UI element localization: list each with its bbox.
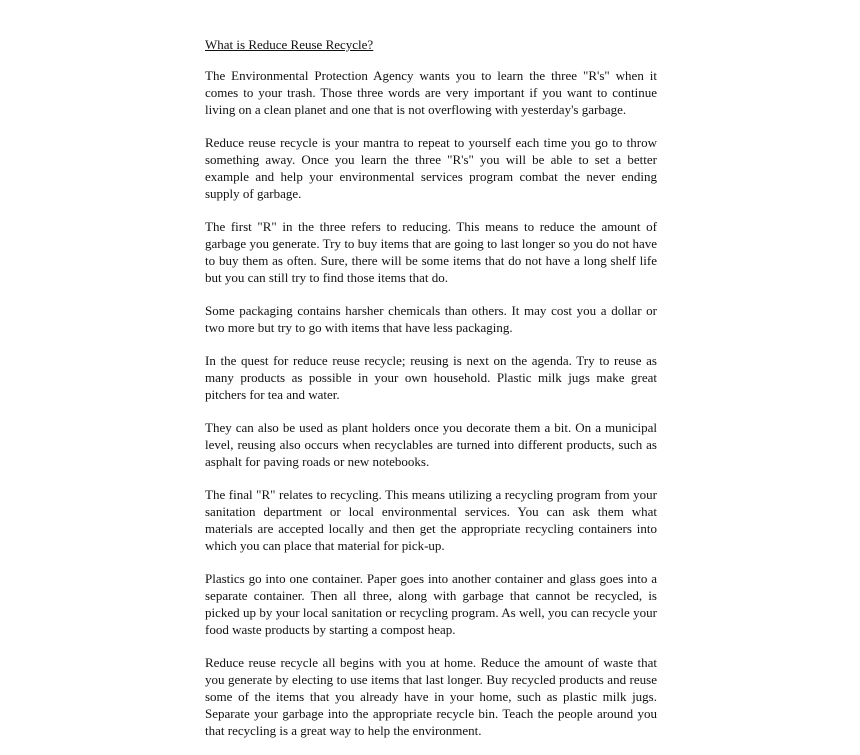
paragraph: Reduce reuse recycle is your mantra to repeat to yourself each time you go to throw something away. Once you learn the three "R's" you will be able to set a better example and help your environmental services program combat the never ending supply of garbage. [205, 135, 657, 201]
paragraph: They can also be used as plant holders once you decorate them a bit. On a municipal level, reusing also occurs when recyclables are turned into different products, such as asphalt for paving roads or new notebooks. [205, 420, 657, 469]
paragraph: The Environmental Protection Agency wants you to learn the three "R's" when it comes to your trash. Those three words are very important if you want to continue living on a clean planet and one that is not overflowing with yesterday's garbage. [205, 68, 657, 117]
paragraph: In the quest for reduce reuse recycle; reusing is next on the agenda. Try to reuse as many products as possible in your own household. Plastic milk jugs make great pitchers for tea and water. [205, 353, 657, 402]
paragraph: The first "R" in the three refers to reducing. This means to reduce the amount of garbage you generate. Try to buy items that are going to last longer so you do not have to buy them as often. Sure, there will be some items that do not have a long shelf life but you can still try to find those items that do. [205, 219, 657, 285]
paragraph: Some packaging contains harsher chemicals than others. It may cost you a dollar or two more but try to go with items that have less packaging. [205, 303, 657, 335]
article-body [205, 36, 657, 755]
paragraph: The final "R" relates to recycling. This means utilizing a recycling program from your sanitation department or local environmental services. You can ask them what materials are accepted locally and then get the appropriate recycling containers into which you can place that material for pick-up. [205, 487, 657, 553]
paragraph: Plastics go into one container. Paper goes into another container and glass goes into a separate container. Then all three, along with garbage that cannot be recycled, is picked up by your local sanitation or recycling program. As well, you can recycle your food waste products by starting a compost heap. [205, 571, 657, 637]
paragraph: Reduce reuse recycle all begins with you at home. Reduce the amount of waste that you generate by electing to use items that last longer. Buy recycled products and reuse some of the items that you already have in your home, such as plastic milk jugs. Separate your garbage into the appropriate recycle bin. Teach the people around you that recycling is a great way to help the environment. [205, 655, 657, 738]
article-title: What is Reduce Reuse Recycle? [205, 37, 374, 52]
